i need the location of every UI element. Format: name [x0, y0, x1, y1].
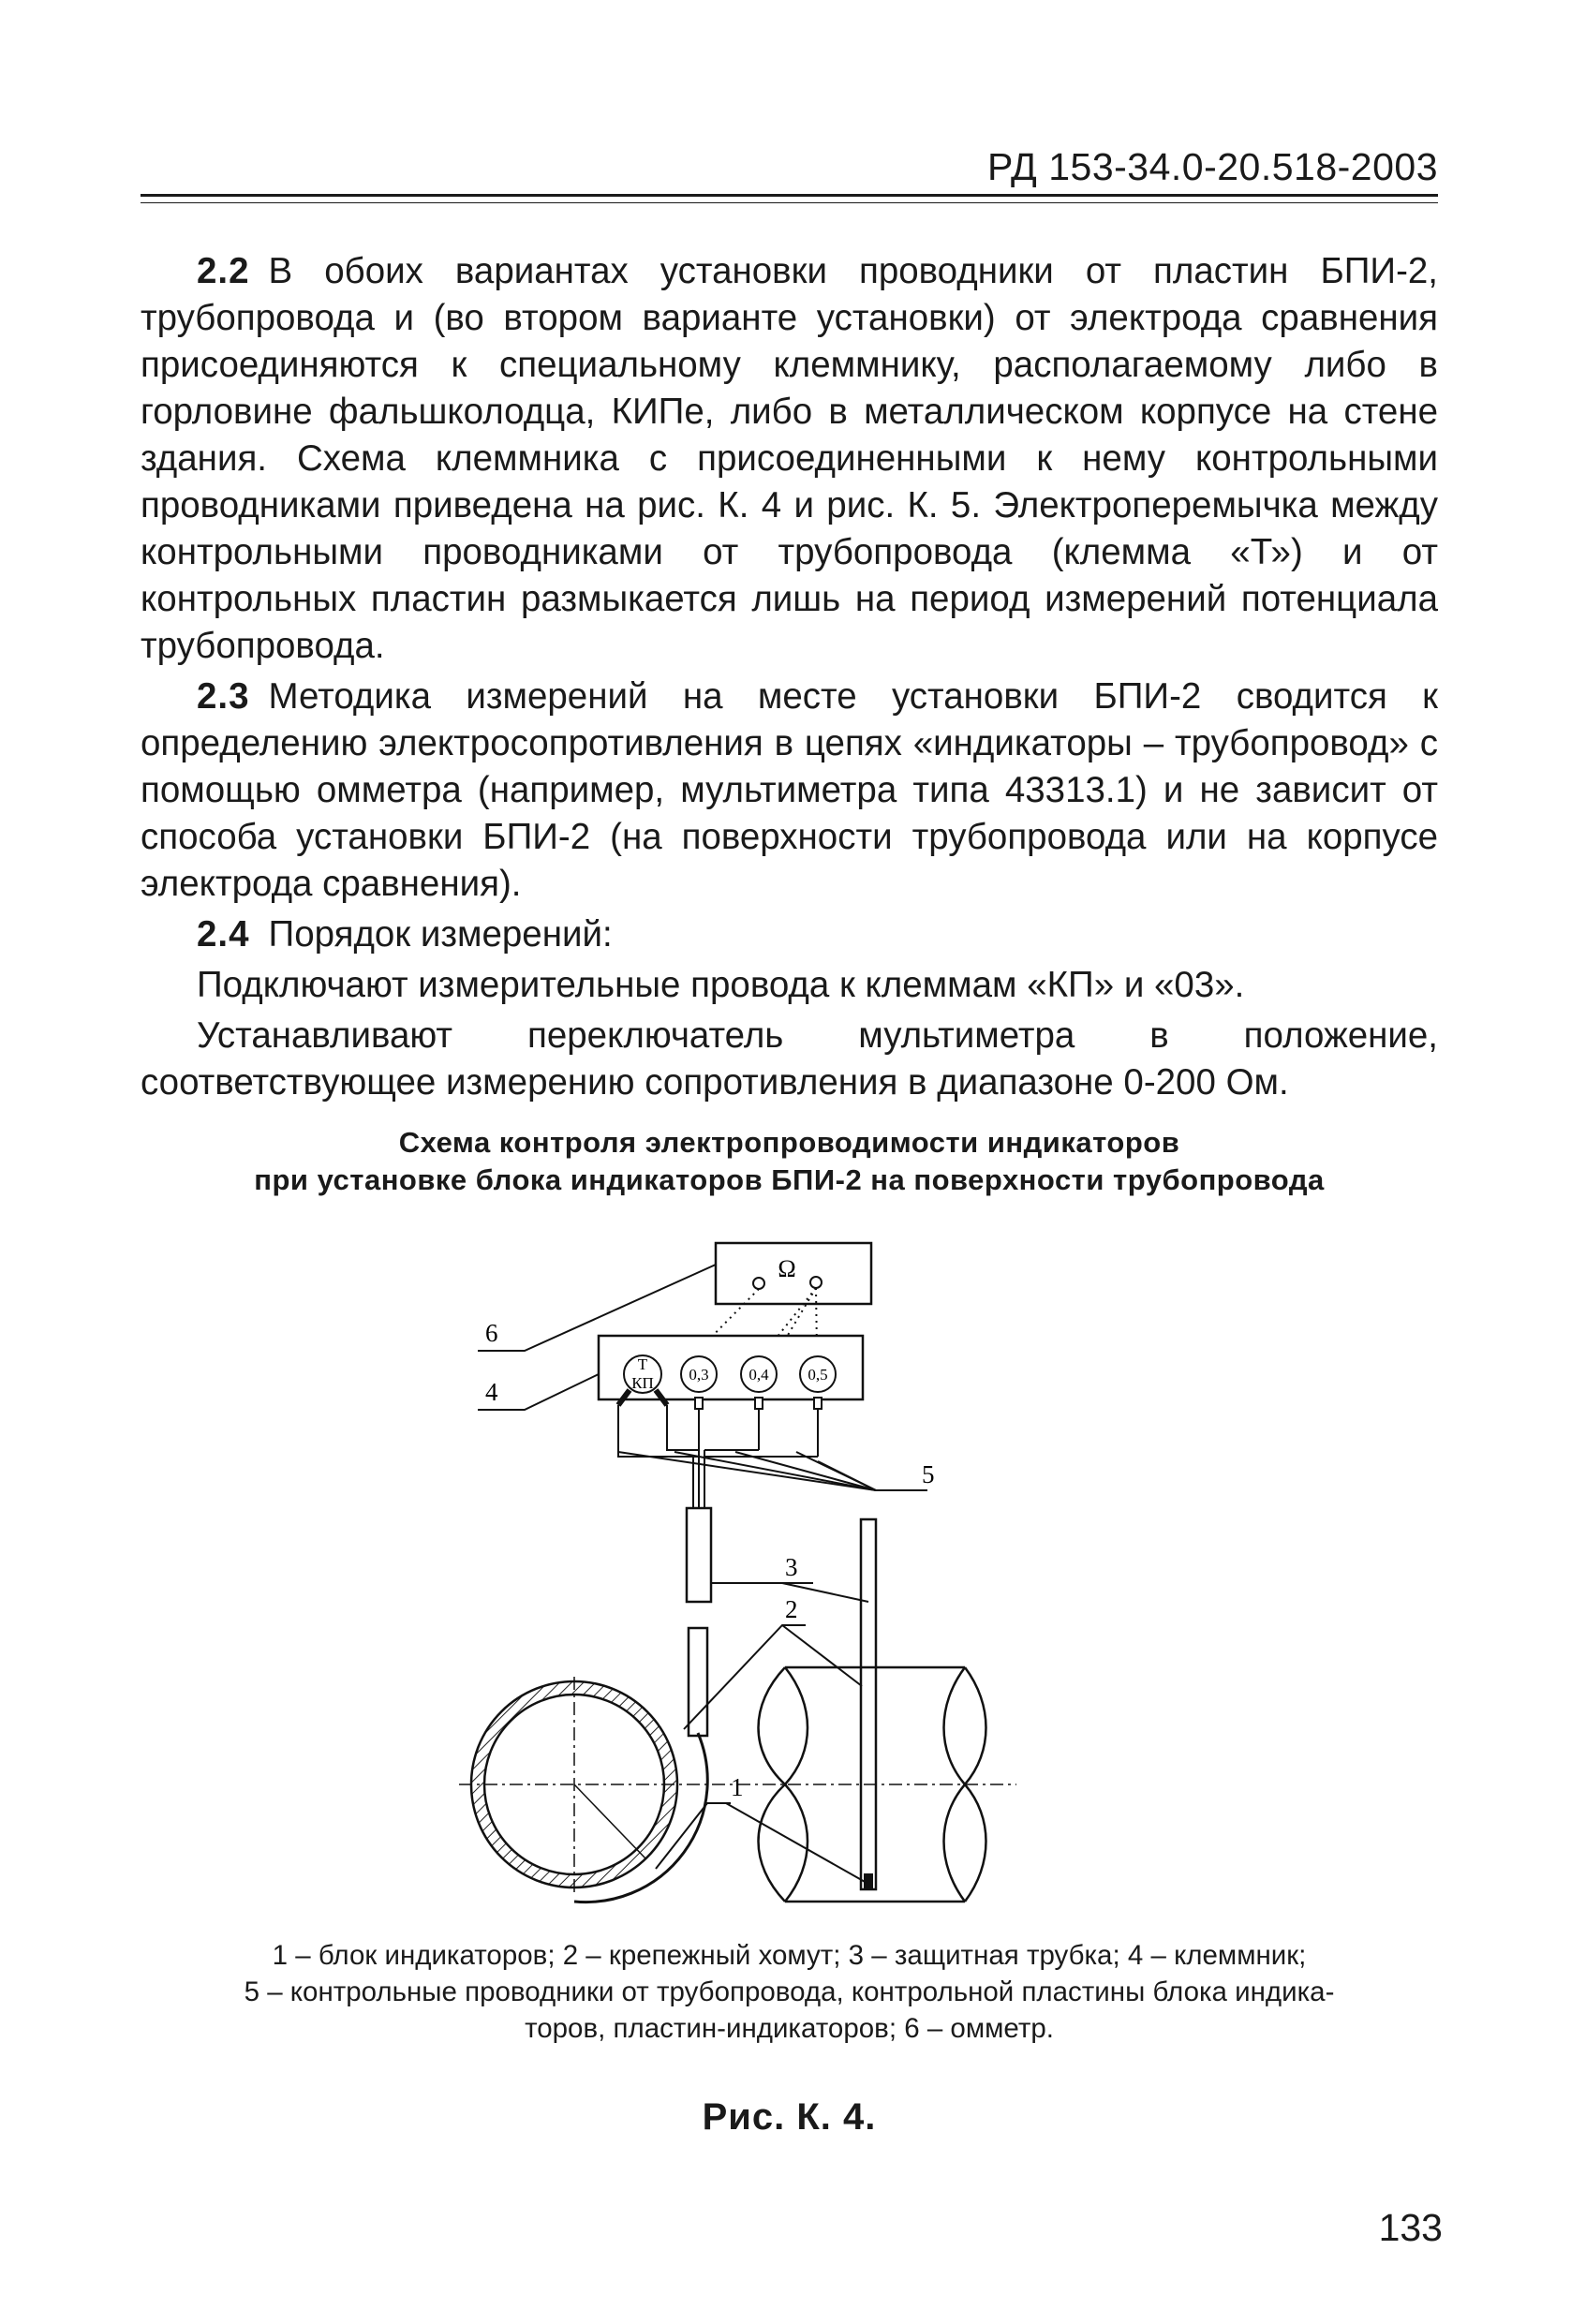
callout-1: 1 [731, 1773, 744, 1801]
figure-title-line: Схема контроля электропроводимости индикаторов [398, 1126, 1180, 1159]
figure-title-line: при установке блока индикаторов БПИ-2 на поверхности трубопровода [254, 1163, 1325, 1196]
figure-title [141, 1124, 1438, 1199]
caption-line: 5 – контрольные проводники от трубопровода, контрольной пластины блока индика- [244, 1976, 1335, 2007]
figure-number: Рис. К. 4. [702, 2096, 877, 2138]
header-rule-thin [141, 202, 1438, 203]
header-rule [141, 194, 1438, 197]
indicator-block [864, 1873, 873, 1888]
paragraph: Подключают измерительные провода к клеммам «КП» и «03». [197, 965, 1245, 1005]
callout-4: 4 [485, 1378, 498, 1406]
figure-diagram [440, 1227, 1040, 1939]
ohm-symbol: Ω [778, 1255, 796, 1282]
callout-5: 5 [922, 1460, 935, 1488]
protective-tube [687, 1508, 876, 1889]
terminal-block [599, 1336, 863, 1409]
page-number: 133 [1378, 2206, 1443, 2249]
section-number: 2.2 [197, 251, 250, 291]
callout-6: 6 [485, 1319, 498, 1347]
callout-2: 2 [785, 1595, 798, 1623]
section-number: 2.3 [197, 676, 250, 717]
section-2-4 [141, 911, 1438, 958]
document-id: РД 153-34.0-20.518-2003 [986, 145, 1438, 188]
terminal-label-05: 0,5 [808, 1366, 828, 1384]
paragraph: Устанавливают переключатель мультиметра в положение, соответствующее измерению сопротивления в диапазоне 0-200 Ом. [141, 1015, 1438, 1103]
callout-3: 3 [785, 1553, 798, 1581]
terminal-label-t: Т [637, 1355, 648, 1373]
figure-caption [141, 1937, 1438, 2047]
section-text: Порядок измерений: [268, 914, 613, 955]
terminal-label-03: 0,3 [689, 1366, 709, 1384]
body-text [141, 248, 1438, 1106]
terminal-label-04: 0,4 [748, 1366, 769, 1384]
section-2-3 [141, 674, 1438, 908]
caption-line: 1 – блок индикаторов; 2 – крепежный хомут; 3 – защитная трубка; 4 – клеммник; [272, 1940, 1307, 1971]
section-text: В обоих вариантах установки проводники от пластин БПИ-2, трубопровода и (во втором варианте установки) от электрода сравнения присоединяются к специальному клеммнику, располагаемому либо в горловине фальшколодца, КИПе, либо в металлическом корпусе на стене здания. Схема клеммника с присоединенными к нему контрольными проводниками приведена на рис. К. 4 и рис. К. 5. Электроперемычка между контрольными проводниками от трубопровода (клемма «Т») и от контрольных пластин размыкается лишь на период измерений потенциала трубопровода. [141, 251, 1438, 666]
section-text: Методика измерений на месте установки БПИ-2 сводится к определению электросопротивления в цепях «индикаторы – трубопровод» с помощью омметра (например, мультиметра типа 43313.1) и не зависит от способа установки БПИ-2 (на поверхности трубопровода или на корпусе электрода сравнения). [141, 676, 1438, 904]
section-number: 2.4 [197, 914, 250, 955]
terminal-label-kp: КП [631, 1374, 654, 1392]
section-2-2 [141, 248, 1438, 670]
ohmmeter [716, 1243, 871, 1304]
caption-line: торов, пластин-индикаторов; 6 – омметр. [525, 2013, 1054, 2044]
